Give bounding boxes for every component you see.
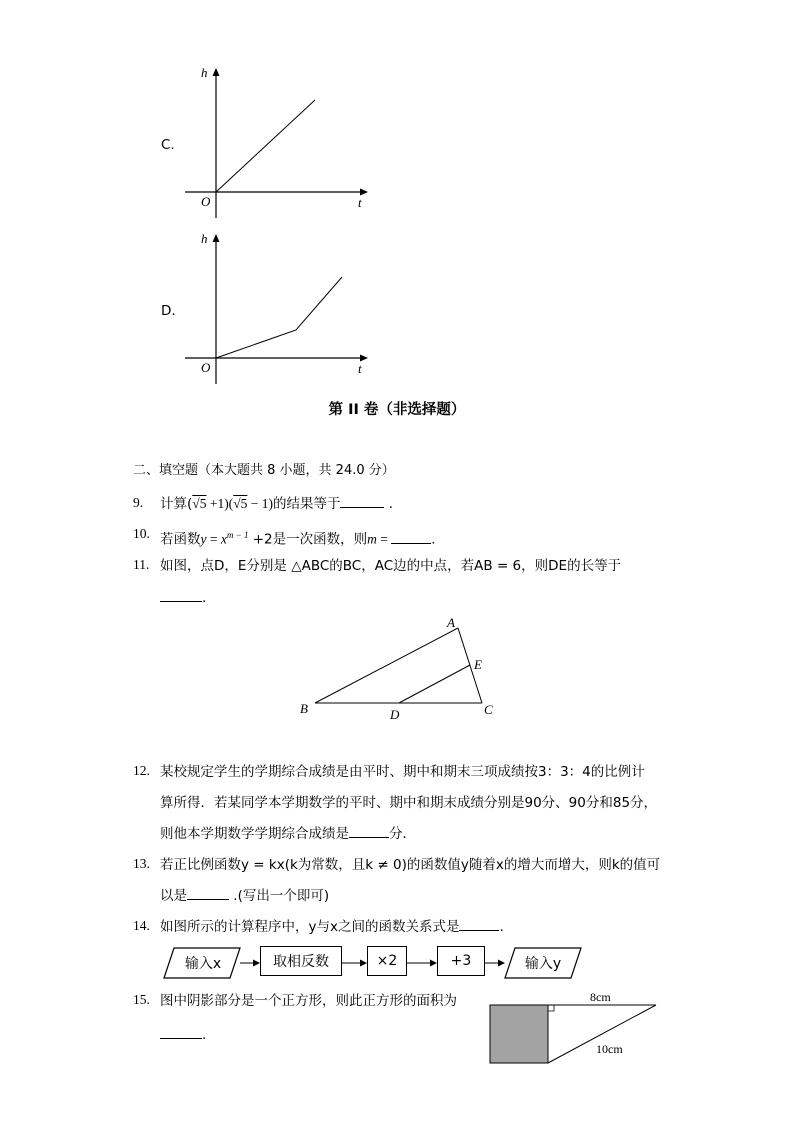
top-length-label: 8cm [590,990,611,1004]
origin-label: O [201,194,211,209]
flow-input-label: 输入x [184,956,222,972]
q15-answer-line: . [160,1026,206,1044]
arrow-icon [498,960,505,967]
point-d-label: D [390,707,400,722]
q13-line-1: 若正比例函数y = kx(k为常数，且k ≠ 0)的函数值y随着x的增大而增大，则k的值可 [160,857,661,873]
arrow-icon [430,960,437,967]
q13-line-2: 以是 .(写出一个即可) [160,888,330,904]
q13-blank[interactable] [187,887,229,900]
q12-line-2: 算所得．若某同学本学期数学的平时、期中和期末成绩分别是90分、90分和85分， [160,795,658,811]
q10-blank[interactable] [391,531,431,544]
arrow-icon [360,960,367,967]
segment-de [399,665,470,703]
vertex-a-label: A [447,615,455,630]
vertex-c-label: C [484,702,493,717]
q12-blank[interactable] [349,825,389,838]
q15-number: 15. [133,992,150,1007]
flow-step-plus3: +3 [437,946,485,976]
q15-text: 图中阴影部分是一个正方形，则此正方形的面积为 [160,993,457,1009]
section-header: 二、填空题（本大题共 8 小题，共 24.0 分） [133,463,395,478]
q10-number: 10. [133,526,150,541]
y-axis-arrow [213,234,220,242]
q9-blank[interactable] [340,495,384,508]
side-ba [315,628,458,703]
graph-line [216,277,342,358]
q14-number: 14. [133,918,150,933]
triangle-figure [295,612,505,724]
point-e-label: E [474,657,482,672]
square-figure [484,986,664,1070]
q10-text: 若函数$y = x^{m - 1} +2$是一次函数，则m = . [160,530,436,548]
q15-blank[interactable] [160,1026,202,1039]
flow-output-label: 输入y [524,956,562,972]
option-c-label: C. [161,137,175,153]
t-label: t [358,195,362,210]
graph-d [180,226,380,386]
q11-blank[interactable] [160,589,202,602]
q14-blank[interactable] [459,918,499,931]
flow-step-negate: 取相反数 [260,946,342,976]
h-label: h [201,231,208,246]
arrow-icon [253,960,260,967]
q12-line-3: 则他本学期数学学期综合成绩是 分． [160,826,416,842]
q11-answer-line: . [160,589,206,607]
t-label: t [358,361,362,376]
q9-text: 计算(√5 +1)(√5 − 1)的结果等于 . [160,496,394,512]
graph-c [180,60,380,220]
q12-number: 12. [133,763,150,778]
q11-number: 11. [133,557,150,572]
q13-number: 13. [133,856,150,871]
q9-number: 9. [133,495,144,510]
vertex-b-label: B [300,701,308,716]
shaded-square [490,1005,548,1063]
hypotenuse-length-label: 10cm [596,1042,623,1056]
q14-text: 如图所示的计算程序中，y与x之间的函数关系式是 . [160,919,504,935]
right-angle-mark [548,1005,554,1011]
graph-line [216,100,315,192]
flow-step-times2: ×2 [367,946,407,976]
q11-text: 如图，点D，E分别是 △ABC的BC，AC边的中点，若AB = 6，则DE的长等于 [160,558,622,574]
y-axis-arrow [213,68,220,76]
section-title: 第 II 卷（非选择题） [328,402,466,418]
q12-line-1: 某校规定学生的学期综合成绩是由平时、期中和期末三项成绩按3：3：4的比例计 [160,764,645,780]
option-d-label: D. [161,303,176,319]
h-label: h [201,65,208,80]
origin-label: O [201,360,211,375]
